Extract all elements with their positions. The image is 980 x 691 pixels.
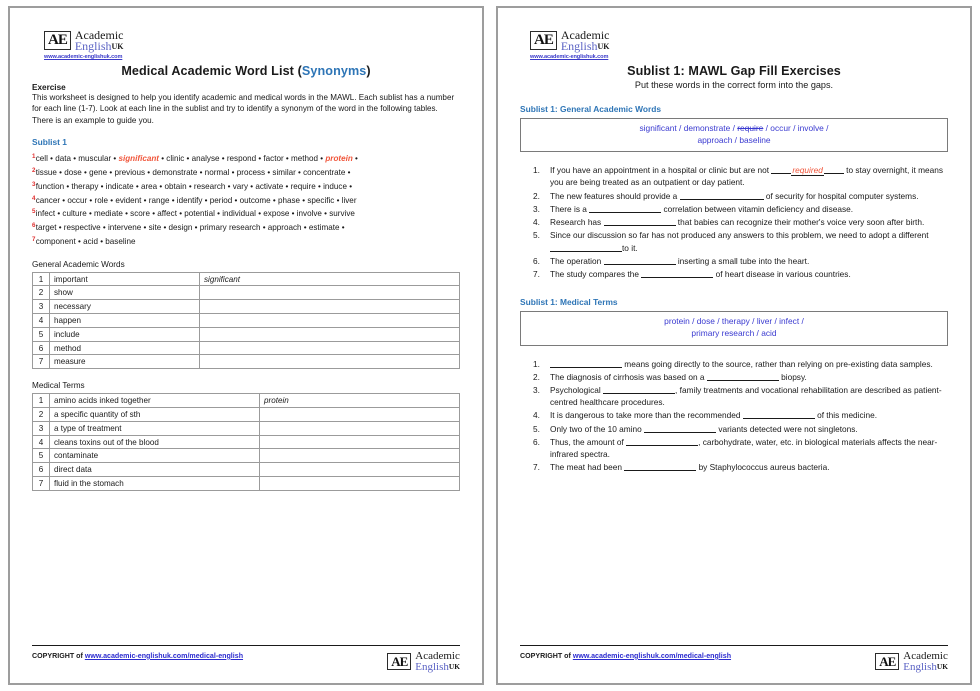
question-text-pre: Since our discussion so far has not produced any answers to this problem, we need to adopt a different (550, 230, 929, 241)
row-number: 2 (33, 408, 50, 422)
page-right-content (520, 30, 948, 639)
ae-monogram-icon: AE (530, 31, 557, 50)
row-answer-input[interactable] (200, 286, 460, 300)
page-left (8, 6, 484, 685)
wordbank-line: protein / dose / therapy / liver / infect / (664, 316, 804, 327)
logo-uk-text: UK (597, 41, 610, 51)
row-term: important (50, 272, 200, 286)
medical-terms-table (32, 393, 460, 491)
row-number: 3 (33, 300, 50, 314)
question-text-pre: The meat had been (550, 462, 625, 473)
wordbank-line: primary research / acid (691, 327, 777, 338)
page-title-accent: Synonyms (301, 64, 367, 78)
table-row[interactable] (33, 327, 460, 341)
question-text-pre: The new features should provide a (550, 190, 680, 201)
gap-blank-trail[interactable] (824, 166, 844, 174)
row-number: 5 (33, 449, 50, 463)
gap-blank[interactable] (644, 425, 716, 433)
highlighted-word-significant: significant (118, 154, 159, 164)
question-text-pre: The diagnosis of cirrhosis was based on a (550, 371, 707, 382)
row-term: a type of treatment (50, 421, 260, 435)
footer-row (520, 649, 948, 674)
row-answer-input[interactable] (200, 327, 460, 341)
logo-wordmark (75, 30, 124, 52)
row-number: 1 (33, 394, 50, 408)
section-heading-medical-terms: Sublist 1: Medical Terms (520, 297, 618, 308)
question-text-pre: Research has (550, 217, 604, 228)
question-item[interactable] (550, 384, 948, 408)
row-number: 3 (33, 421, 50, 435)
wordlist-line (32, 165, 460, 179)
line-text-post2: • (352, 154, 358, 164)
logo-english-line (903, 661, 948, 673)
row-term: measure (50, 355, 200, 369)
page-subtitle-right: Put these words in the correct form into the gaps. (634, 80, 834, 90)
page-title-right: Sublist 1: MAWL Gap Fill Exercises (627, 64, 841, 78)
row-answer-input[interactable] (200, 355, 460, 369)
logo-academic-text: Academic (560, 28, 610, 42)
exercise-heading: Exercise (32, 83, 66, 92)
logo-english-line (415, 661, 460, 673)
question-item[interactable] (550, 255, 948, 267)
table-row[interactable] (33, 449, 460, 463)
row-answer-input[interactable] (260, 408, 460, 422)
brand-logo-footer-right (875, 649, 948, 674)
row-answer-input[interactable] (260, 435, 460, 449)
question-text-post: of heart disease in various countries. (713, 269, 851, 280)
table-row[interactable] (33, 477, 460, 491)
wordlist-line (32, 234, 460, 248)
wordlist-line (32, 220, 460, 234)
table-row[interactable] (33, 300, 460, 314)
logo-row (44, 30, 460, 52)
question-item[interactable] (550, 190, 948, 202)
question-item[interactable] (550, 229, 948, 253)
copyright-text (520, 652, 731, 660)
question-text-pre: The operation (550, 255, 604, 266)
table-row[interactable] (33, 314, 460, 328)
row-number: 5 (33, 327, 50, 341)
table-row[interactable] (33, 394, 460, 408)
row-answer-input[interactable] (200, 314, 460, 328)
question-item[interactable] (550, 371, 948, 383)
sublist-1-heading: Sublist 1 (32, 137, 67, 148)
logo-english-line (560, 38, 610, 53)
question-text-post: , family treatments and vocational rehabilitation are described as patient-centred healthcare procedures. (550, 385, 942, 408)
question-item[interactable] (550, 461, 948, 473)
wordlist-line (32, 179, 460, 193)
line-number: 1 (32, 153, 36, 161)
row-number: 4 (33, 435, 50, 449)
logo-academic-text: Academic (415, 649, 460, 662)
row-term: fluid in the stomach (50, 477, 260, 491)
line-number: 3 (32, 180, 36, 188)
table-row[interactable] (33, 463, 460, 477)
question-text-post: correlation between vitamin deficiency and disease. (661, 203, 854, 214)
general-academic-words-label: General Academic Words (32, 259, 125, 269)
row-answer-input[interactable] (260, 463, 460, 477)
brand-url-link[interactable]: www.academic-englishuk.com (44, 54, 123, 60)
question-text-post: by Staphylococcus aureus bacteria. (696, 462, 830, 473)
gap-blank[interactable] (626, 438, 698, 446)
gap-blank[interactable] (743, 411, 815, 419)
question-item[interactable] (550, 436, 948, 460)
page-footer-left (32, 639, 460, 673)
sublist-1-wordlist (32, 151, 460, 247)
line-number: 2 (32, 167, 36, 174)
row-number: 4 (33, 314, 50, 328)
logo-academic-text: Academic (74, 28, 124, 42)
wordbank-text-b: / occur / involve / (763, 123, 829, 133)
logo-english-text: English (74, 38, 112, 53)
brand-url-link[interactable]: www.academic-englishuk.com (530, 54, 609, 60)
row-answer-input[interactable] (260, 449, 460, 463)
question-item[interactable] (550, 216, 948, 228)
logo-wordmark (561, 30, 610, 52)
row-number: 6 (33, 463, 50, 477)
wordbank-medical-terms (520, 311, 948, 345)
row-term: a specific quantity of sth (50, 408, 260, 422)
row-answer-input[interactable] (260, 421, 460, 435)
question-text-post: biopsy. (778, 371, 807, 382)
line-number: 7 (32, 235, 36, 243)
question-item[interactable] (550, 409, 948, 421)
wordlist-line (32, 151, 460, 165)
wordlist-line (32, 193, 460, 207)
wordlist-line (32, 206, 460, 220)
question-text-post: to stay overnight, it means you are being treated as an outpatient or day patient. (550, 165, 943, 188)
copyright-link[interactable]: www.academic-englishuk.com/medical-english (572, 651, 732, 660)
ae-monogram-icon: AE (44, 31, 71, 50)
row-term: cleans toxins out of the blood (50, 435, 260, 449)
logo-uk-text: UK (448, 662, 460, 672)
question-text-post: inserting a small tube into the heart. (675, 255, 810, 266)
gap-blank[interactable] (604, 257, 676, 265)
line-number: 5 (32, 208, 36, 216)
question-text-pre: If you have an appointment in a hospital or clinic but are not (550, 165, 772, 176)
table-row[interactable] (33, 341, 460, 355)
brand-logo-header-left (44, 30, 460, 60)
gap-blank[interactable] (624, 463, 696, 471)
line-text: cancer • occur • role • evident • range • identify • period • outcome • phase • specific • liver (35, 195, 357, 205)
line-text-pre: cell • data • muscular • (35, 154, 119, 164)
question-text-post: to it. (622, 242, 638, 253)
ae-monogram-icon: AE (875, 653, 899, 670)
gap-blank[interactable] (550, 244, 622, 252)
row-term: show (50, 286, 200, 300)
question-text-post: means going directly to the source, rather than relying on pre-existing data samples. (622, 358, 933, 369)
table-row[interactable] (33, 421, 460, 435)
question-item[interactable] (550, 358, 948, 370)
gap-blank[interactable] (641, 270, 713, 278)
logo-wordmark (415, 649, 460, 674)
question-text-pre: Only two of the 10 amino (550, 423, 645, 434)
copyright-text (32, 652, 243, 660)
page-right (496, 6, 972, 685)
question-text-post: that babies can recognize their mother's voice very soon after birth. (675, 217, 925, 228)
section-heading-general-academic: Sublist 1: General Academic Words (520, 104, 662, 114)
wordbank-text-a: significant / demonstrate / (639, 123, 738, 133)
question-list-medical-terms (520, 358, 948, 474)
gap-blank[interactable] (550, 360, 622, 368)
row-term: method (50, 341, 200, 355)
table-row[interactable] (33, 435, 460, 449)
row-answer-input[interactable] (260, 477, 460, 491)
copyright-prefix: COPYRIGHT of (32, 651, 85, 660)
brand-logo-header-right (530, 30, 948, 60)
gap-blank[interactable] (680, 192, 764, 200)
question-text-pre: Thus, the amount of (550, 437, 627, 448)
wordbank-general-academic (520, 118, 948, 152)
question-list-general-academic (520, 164, 948, 280)
question-item[interactable] (550, 423, 948, 435)
logo-uk-text: UK (936, 662, 948, 672)
row-number: 6 (33, 341, 50, 355)
logo-english-text: English (415, 661, 449, 674)
logo-wordmark (903, 649, 948, 674)
exercise-instructions: This worksheet is designed to help you identify academic and medical words in the MAWL. Each sublist has a number for each line (1-7). Look at each line in the sublist and try to identify a synonym of the word in the following tables. There is an example to guide you. (32, 93, 455, 125)
copyright-link[interactable]: www.academic-englishuk.com/medical-english (84, 651, 244, 660)
question-text-pre: It is dangerous to take more than the recommended (550, 410, 743, 421)
footer-divider (32, 645, 460, 646)
row-term: include (50, 327, 200, 341)
table-row[interactable] (33, 286, 460, 300)
spacer (520, 90, 948, 104)
row-number: 1 (33, 272, 50, 286)
row-answer-input[interactable] (200, 300, 460, 314)
question-text-pre: The study compares the (550, 269, 642, 280)
gap-blank[interactable] (707, 373, 779, 381)
row-term: direct data (50, 463, 260, 477)
row-term: necessary (50, 300, 200, 314)
question-text-pre: There is a (550, 203, 590, 214)
question-item[interactable] (550, 268, 948, 280)
question-item[interactable] (550, 164, 948, 188)
page-title-main: Medical Academic Word List ( (121, 64, 302, 78)
line-text: function • therapy • indicate • area • obtain • research • vary • activate • require • induce • (35, 181, 353, 191)
question-text-post: of security for hospital computer systems. (763, 190, 919, 201)
wordbank-word-used-require: require (737, 123, 764, 133)
page-footer-right (520, 639, 948, 673)
logo-row (875, 649, 948, 674)
page-left-content (32, 30, 460, 639)
line-number: 4 (32, 194, 36, 202)
line-text-post: • clinic • analyse • respond • factor • method • (158, 154, 326, 164)
highlighted-word-protein: protein (325, 154, 353, 164)
page-title-close: ) (366, 64, 371, 78)
table-row[interactable] (33, 272, 460, 286)
gap-blank[interactable] (603, 386, 675, 394)
page-title-left (32, 64, 460, 78)
line-text: tissue • dose • gene • previous • demonstrate • normal • process • similar • concentrate • (35, 168, 351, 178)
general-academic-words-table (32, 272, 460, 370)
logo-uk-text: UK (111, 41, 124, 51)
medical-terms-label: Medical Terms (32, 381, 85, 391)
row-answer-input[interactable]: protein (260, 394, 460, 408)
logo-english-text: English (903, 661, 937, 674)
gap-blank-lead[interactable] (771, 166, 791, 174)
brand-logo-footer-left (387, 649, 460, 674)
line-text: target • respective • intervene • site • design • primary research • approach • estimate • (35, 223, 345, 233)
line-text: infect • culture • mediate • score • affect • potential • individual • expose • involve • survive (35, 209, 355, 219)
spacer (520, 281, 948, 295)
table-row[interactable] (33, 355, 460, 369)
wordbank-line (527, 123, 941, 135)
gap-blank[interactable] (604, 218, 676, 226)
logo-row (387, 649, 460, 674)
gap-answer-filled[interactable]: required (792, 165, 823, 176)
gap-blank[interactable] (589, 205, 661, 213)
question-text-pre: Psychological (550, 385, 604, 396)
row-term: amino acids inked together (50, 394, 260, 408)
question-text-post: variants detected were not singletons. (716, 423, 858, 434)
table-row[interactable] (33, 408, 460, 422)
row-answer-input[interactable] (200, 341, 460, 355)
row-number: 7 (33, 355, 50, 369)
row-number: 7 (33, 477, 50, 491)
question-item[interactable] (550, 203, 948, 215)
line-text: component • acid • baseline (35, 237, 136, 247)
line-number: 6 (32, 222, 36, 230)
row-answer-input[interactable]: significant (200, 272, 460, 286)
ae-monogram-icon: AE (387, 653, 411, 670)
question-text-post: of this medicine. (814, 410, 878, 421)
footer-row (32, 649, 460, 674)
logo-row (530, 30, 948, 52)
question-text-post: , carbohydrate, water, etc. in biological materials affects the near-infrared spectra. (550, 437, 938, 460)
row-number: 2 (33, 286, 50, 300)
logo-english-line (74, 38, 124, 53)
wordbank-line: approach / baseline (697, 134, 771, 145)
logo-english-text: English (560, 38, 598, 53)
footer-divider (520, 645, 948, 646)
logo-academic-text: Academic (903, 649, 948, 662)
row-term: happen (50, 314, 200, 328)
copyright-prefix: COPYRIGHT of (520, 651, 573, 660)
row-term: contaminate (50, 449, 260, 463)
